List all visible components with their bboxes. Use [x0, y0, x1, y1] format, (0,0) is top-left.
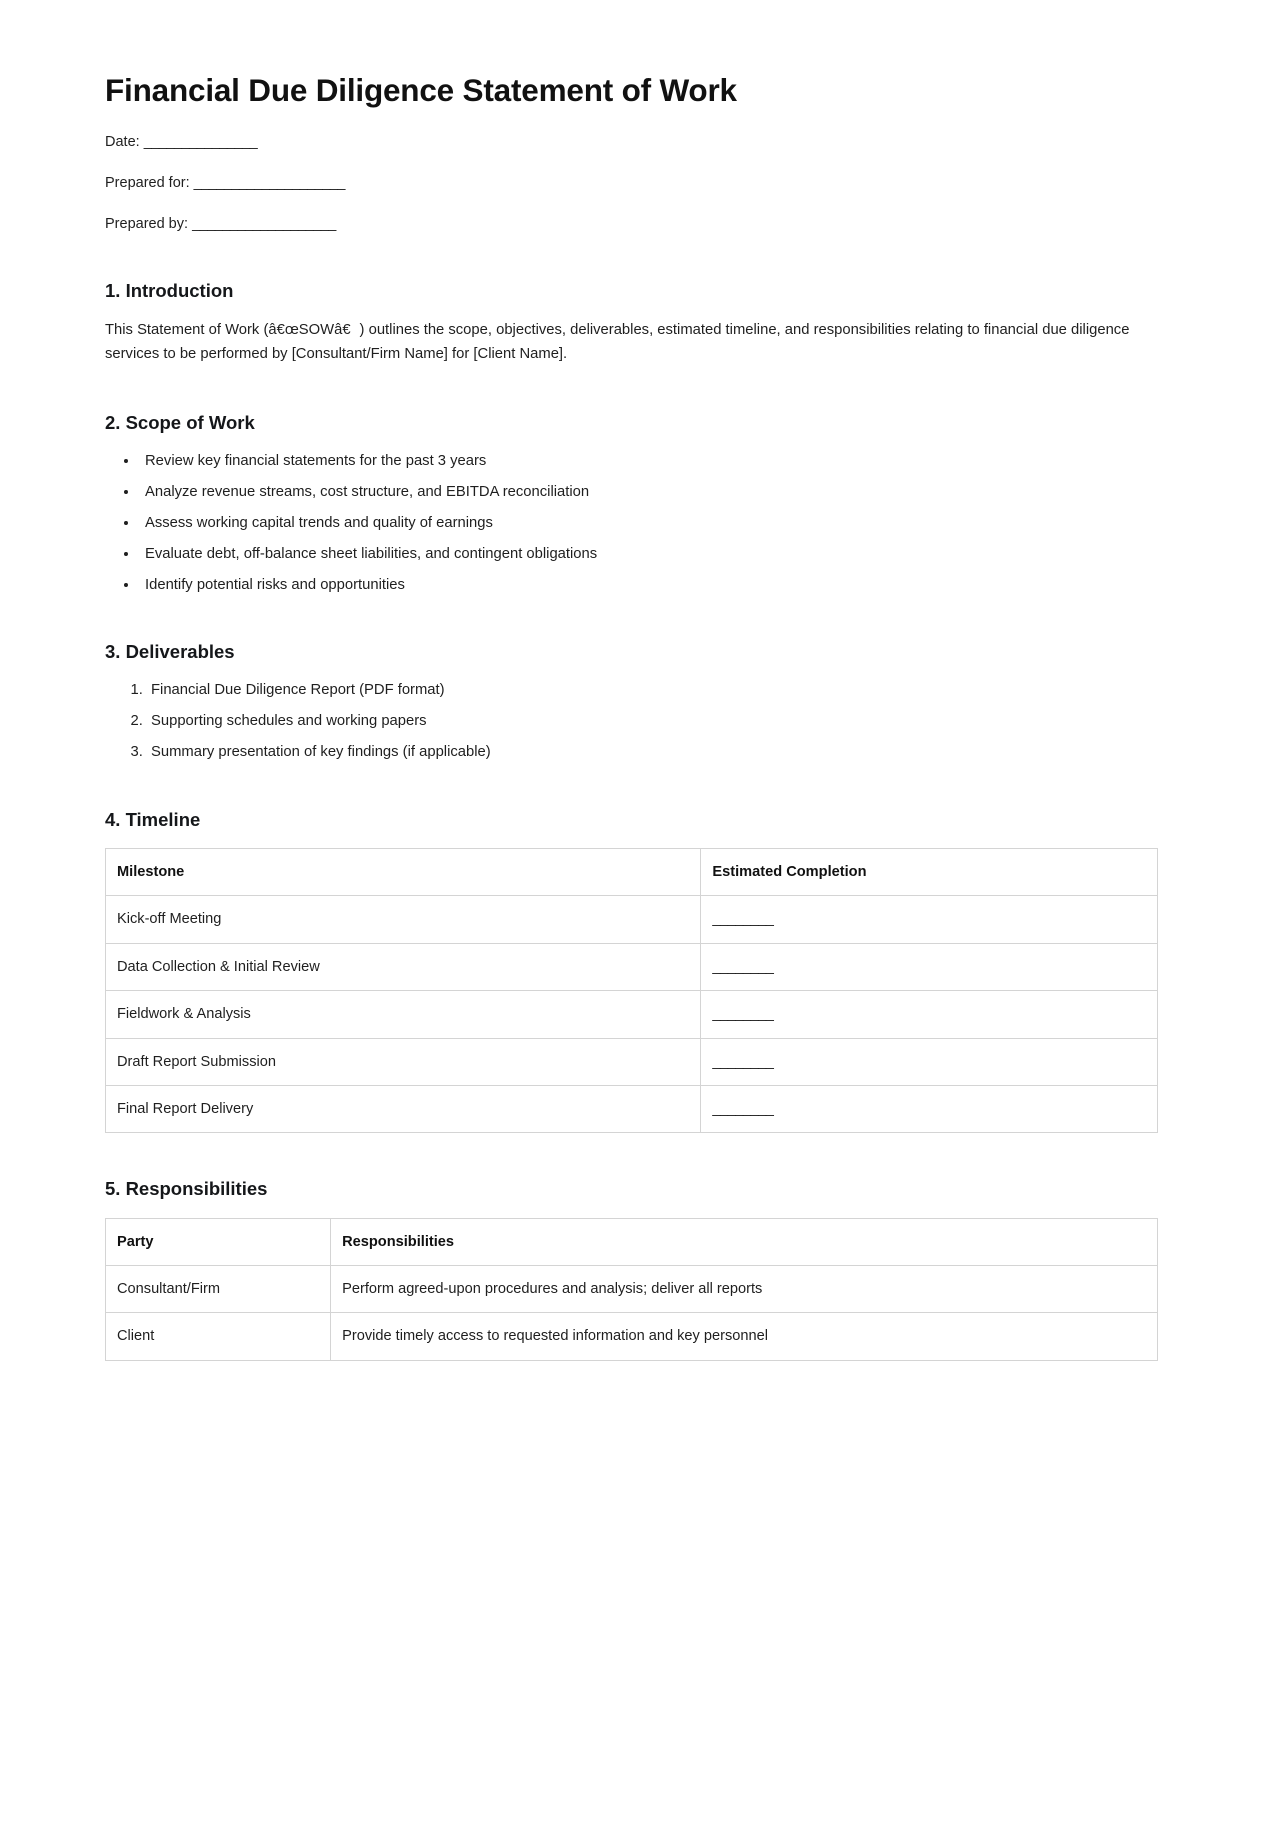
scope-of-work-list: [105, 451, 1158, 596]
timeline-table: [105, 848, 1158, 1134]
prepared-by-field-label: Prepared by:: [105, 215, 189, 232]
responsibilities-table: [105, 1218, 1158, 1361]
table-header-row: [106, 1218, 1158, 1265]
list-item: • Evaluate debt, off-balance sheet liabilities, and contingent obligations: [139, 544, 1158, 565]
table-row: [106, 991, 1158, 1038]
cell-estimated-completion: ________: [701, 991, 1158, 1038]
section-heading-deliverables: 3. Deliverables: [105, 641, 235, 663]
list-item: 1. Financial Due Diligence Report (PDF format): [147, 680, 1158, 701]
cell-milestone: Fieldwork & Analysis: [106, 991, 701, 1038]
cell-estimated-completion: ________: [701, 1086, 1158, 1133]
column-header-party: Party: [106, 1218, 331, 1265]
cell-milestone: Draft Report Submission: [106, 1038, 701, 1085]
section-heading-responsibilities: 5. Responsibilities: [105, 1178, 268, 1200]
table-row: [106, 1086, 1158, 1133]
cell-responsibilities: Perform agreed-upon procedures and analysis; deliver all reports: [331, 1265, 1158, 1312]
table-row: [106, 943, 1158, 990]
list-item: • Assess working capital trends and quality of earnings: [139, 513, 1158, 534]
column-header-responsibilities: Responsibilities: [331, 1218, 1158, 1265]
cell-estimated-completion: ________: [701, 1038, 1158, 1085]
section-heading-timeline: 4. Timeline: [105, 808, 201, 830]
list-item: • Identify potential risks and opportunities: [139, 575, 1158, 596]
date-field-blank: _______________: [143, 133, 258, 150]
column-header-estimated-completion: Estimated Completion: [701, 848, 1158, 895]
date-field-line: [105, 132, 1158, 153]
table-header-row: [106, 848, 1158, 895]
table-row: [106, 1038, 1158, 1085]
list-item: 3. Summary presentation of key findings (if applicable): [147, 742, 1158, 763]
column-header-milestone: Milestone: [106, 848, 701, 895]
cell-responsibilities: Provide timely access to requested information and key personnel: [331, 1313, 1158, 1360]
list-item: • Review key financial statements for the past 3 years: [139, 451, 1158, 472]
list-item: • Analyze revenue streams, cost structure, and EBITDA reconciliation: [139, 482, 1158, 503]
table-row: [106, 1313, 1158, 1360]
introduction-paragraph: This Statement of Work (â€œSOWâ€) outlines the scope, objectives, deliverables, estimated timeline, and responsibilities relating to financial due diligence services to be performed by [Consultant/Firm Name] for [Client Name].: [105, 321, 1130, 362]
table-row: [106, 1265, 1158, 1312]
cell-milestone: Data Collection & Initial Review: [106, 943, 701, 990]
section-heading-scope-of-work: 2. Scope of Work: [105, 411, 255, 433]
table-row: [106, 896, 1158, 943]
deliverables-list: [105, 680, 1158, 763]
prepared-for-field-line: [105, 173, 1158, 194]
cell-party: Consultant/Firm: [106, 1265, 331, 1312]
cell-estimated-completion: ________: [701, 943, 1158, 990]
section-heading-introduction: 1. Introduction: [105, 279, 234, 301]
prepared-for-field-label: Prepared for:: [105, 174, 190, 191]
prepared-by-field-blank: ___________________: [192, 215, 336, 232]
cell-estimated-completion: ________: [701, 896, 1158, 943]
header-fields-block: [105, 132, 1158, 235]
cell-milestone: Final Report Delivery: [106, 1086, 701, 1133]
page-title: Financial Due Diligence Statement of Work: [105, 72, 737, 108]
cell-milestone: Kick-off Meeting: [106, 896, 701, 943]
prepared-for-field-blank: ____________________: [193, 174, 345, 191]
prepared-by-field-line: [105, 214, 1158, 235]
list-item: 2. Supporting schedules and working papers: [147, 711, 1158, 732]
date-field-label: Date:: [105, 133, 140, 150]
cell-party: Client: [106, 1313, 331, 1360]
